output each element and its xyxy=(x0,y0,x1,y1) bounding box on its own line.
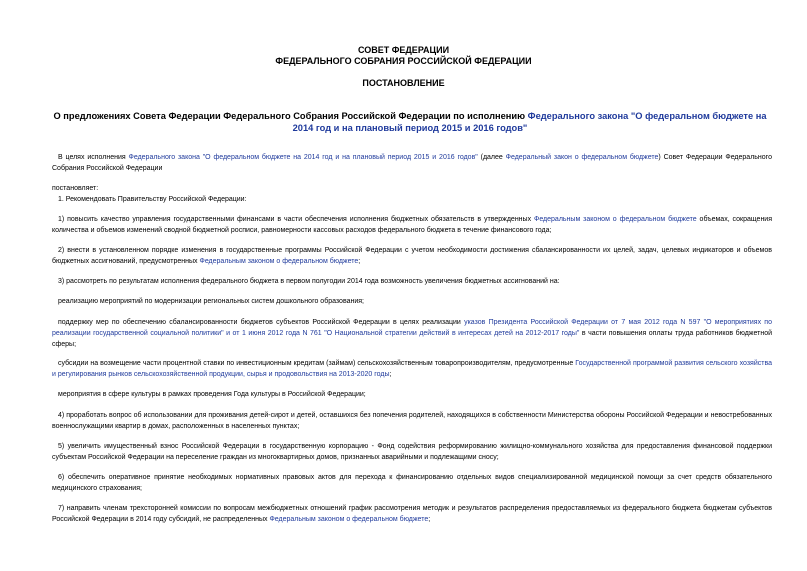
p1-text-c: ) Совет Федерации Федерального Собрания Российской Федерации xyxy=(52,154,772,172)
paragraph-subitem-7 xyxy=(52,503,772,525)
paragraph-subitem-2 xyxy=(52,245,772,267)
decrees-link[interactable]: указов Президента Российской Федерации от 7 мая 2012 года N 597 "О мероприятиях по реализации государственной социальной политики" и от 1 июня 2012 года N 761 "О Национальной стратегии действий в интересах детей на 2012-2017 годы" xyxy=(52,319,772,337)
paragraph-culture: мероприятия в сфере культуры в рамках проведения Года культуры в Российской Федерации; xyxy=(58,391,366,398)
p5-text-a: 2) внести в установленном порядке изменения в государственные программы Российской Федерации с учетом необходимости достижения сбалансированности их целей, задач, целевых индикаторов и объемов бюджетных ассигнований, предусмотренных xyxy=(52,247,772,265)
p1-text-b: (далее xyxy=(477,154,506,161)
title-prefix: О предложениях Совета Федерации Федерального Собрания Российской Федерации по исполнению xyxy=(53,111,528,121)
p5-text-b: ; xyxy=(358,258,361,265)
paragraph-subitem-1 xyxy=(52,214,772,236)
title-law-link[interactable]: Федерального закона "О федеральном бюджете на 2014 год и на плановый период 2015 и 2016 годов" xyxy=(292,111,767,133)
law-short-link[interactable]: Федеральный закон о федеральном бюджете xyxy=(505,154,659,161)
law-short-link-3[interactable]: Федеральным законом о федеральном бюджете xyxy=(199,258,359,265)
p9-text-b: ; xyxy=(389,371,392,378)
law-short-link-4[interactable]: Федеральным законом о федеральном бюджете xyxy=(269,516,429,523)
paragraph-resolves: постановляет: xyxy=(52,185,99,192)
p4-text-a: 1) повысить качество управления государственными финансами в части обеспечения исполнения бюджетных обязательств в утвержденных xyxy=(58,216,534,223)
paragraph-item-1: 1. Рекомендовать Правительству Российской Федерации: xyxy=(58,196,247,203)
paragraph-subitem-5: 5) увеличить имущественный взнос Российской Федерации в государственную корпорацию - Фонд содействия реформированию жилищно-коммунального хозяйства для предоставления финансовой поддержки субъектам Российской Федерации на переселение граждан из многоквартирных домов, признанных аварийными и подлежащими сносу; xyxy=(52,443,772,461)
state-program-link[interactable]: Государственной программой развития сельского хозяйства и регулирования рынков сельскохозяйственной продукции, сырья и продовольствия на 2013-2020 годы xyxy=(52,360,772,378)
p8-text-b: в части повышения оплаты труда работников бюджетной сферы; xyxy=(52,330,773,348)
p4-text-b: объемах, сокращения количества и объемов изменений сводной бюджетной росписи, равномерности кассовых расходов федерального бюджета в течение финансового года; xyxy=(52,216,773,234)
paragraph-preschool: реализацию мероприятий по модернизации региональных систем дошкольного образования; xyxy=(58,298,364,305)
p9-text-a: субсидии на возмещение части процентной ставки по инвестиционным кредитам (займам) сельскохозяйственным товаропроизводителям, предусмотренные xyxy=(58,360,576,367)
p8-text-a: поддержку мер по обеспечению сбалансированности бюджетов субъектов Российской Федерации в целях реализации xyxy=(58,319,465,326)
header-council: СОВЕТ ФЕДЕРАЦИИ xyxy=(357,45,450,55)
p14-text-a: 7) направить членам трехсторонней комиссии по вопросам межбюджетных отношений график рассмотрения методик и результатов распределения предоставляемых из федерального бюджета бюджетам субъектов Российской Федерации в 2014 году субсидий, не распределенных xyxy=(52,505,772,523)
doc-type-heading: ПОСТАНОВЛЕНИЕ xyxy=(362,78,445,88)
paragraph-subitem-3: 3) рассмотреть по результатам исполнения федерального бюджета в первом полугодии 2014 года возможность увеличения бюджетных ассигнований на: xyxy=(58,278,560,285)
p14-text-b: ; xyxy=(428,516,431,523)
document-title xyxy=(50,110,770,134)
law-link[interactable]: Федерального закона "О федеральном бюджете на 2014 год и на плановый период 2015 и 2016 годов" xyxy=(128,154,478,161)
paragraph-budget-balance xyxy=(52,317,772,350)
law-short-link-2[interactable]: Федеральным законом о федеральном бюджете xyxy=(534,216,697,223)
paragraph-preamble xyxy=(52,152,772,174)
p1-text-a: В целях исполнения xyxy=(58,154,129,161)
paragraph-subitem-4: 4) проработать вопрос об использовании для проживания детей-сирот и детей, оставшихся без попечения родителей, находящихся в собственности Министерства обороны Российской Федерации и невостребованных военнослужащими квартир в домах, расположенных в населенных пунктах; xyxy=(52,412,772,430)
paragraph-subsidies xyxy=(52,358,772,380)
paragraph-subitem-6: 6) обеспечить оперативное принятие необходимых нормативных правовых актов для перехода к финансированию отдельных видов специализированной медицинской помощи за счет средств обязательного медицинского страхования; xyxy=(52,474,772,492)
header-assembly: ФЕДЕРАЛЬНОГО СОБРАНИЯ РОССИЙСКОЙ ФЕДЕРАЦИИ xyxy=(275,56,532,66)
